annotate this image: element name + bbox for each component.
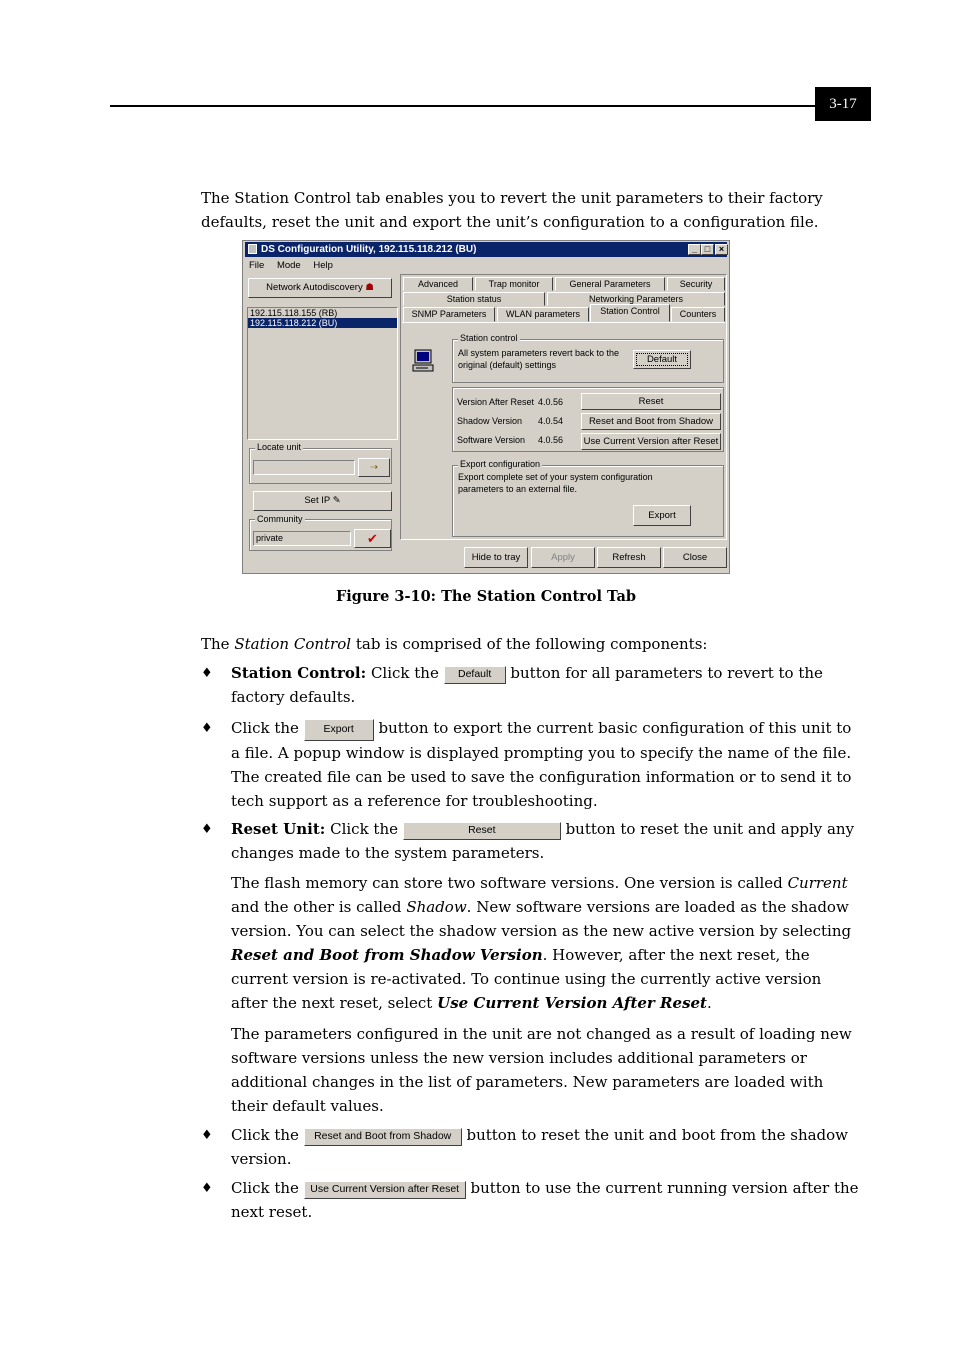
locate-button[interactable] — [358, 458, 390, 477]
bullet-icon: ♦ — [201, 822, 213, 837]
reset-button[interactable]: Reset — [581, 393, 721, 410]
bullet-icon: ♦ — [201, 721, 213, 736]
tab-trap-monitor[interactable]: Trap monitor — [475, 277, 553, 291]
tab-security[interactable]: Security — [667, 277, 725, 291]
tab-general-parameters[interactable]: General Parameters — [555, 277, 665, 291]
bullet-station-control: Station Control: Click the Default button for all parameters to revert to the factory defaults. — [231, 664, 823, 706]
bullet-reset-unit: Reset Unit: Click the Reset button to reset the unit and apply any changes made to the system parameters. — [231, 820, 855, 862]
bullet-icon: ♦ — [201, 1181, 213, 1196]
title-bar — [245, 242, 727, 257]
export-button[interactable]: Export — [633, 505, 691, 526]
bullet-reset-boot-shadow: Click the Reset and Boot from Shadow button to reset the unit and boot from the shadow version. — [231, 1126, 849, 1168]
list-item[interactable]: 192.115.118.212 (BU) — [248, 318, 397, 328]
apply-button[interactable]: Apply — [531, 547, 595, 568]
list-item[interactable]: 192.115.118.155 (RB) — [250, 308, 338, 318]
network-autodiscovery-label: Network Autodiscovery — [266, 282, 363, 293]
reset-boot-shadow-button-inline: Reset and Boot from Shadow — [304, 1128, 462, 1146]
app-icon — [248, 244, 257, 254]
tab-divider — [402, 322, 725, 323]
software-version-label: Software Version — [457, 435, 526, 445]
default-button-inline: Default — [444, 666, 506, 684]
figure-caption: Figure 3-10: The Station Control Tab — [336, 588, 636, 605]
reset-boot-shadow-button[interactable]: Reset and Boot from Shadow — [581, 413, 721, 430]
tools-icon: ✎ — [332, 495, 341, 506]
bullet-use-current-version: Click the Use Current Version after Reset button to use the current running version after the next reset. — [231, 1179, 859, 1221]
locate-unit-input[interactable] — [253, 460, 355, 475]
maximize-icon[interactable]: □ — [701, 244, 714, 255]
menu-help[interactable]: Help — [313, 260, 333, 271]
screenshot-window — [242, 240, 730, 574]
tab-station-status[interactable]: Station status — [403, 292, 545, 306]
window-title: DS Configuration Utility, 192.115.118.212 (BU) — [261, 244, 477, 255]
version-after-reset-value: 4.0.56 — [538, 397, 564, 407]
page-number: 3-17 — [815, 87, 871, 121]
set-ip-button[interactable] — [253, 491, 392, 511]
header-rule — [110, 105, 816, 107]
unit-list[interactable] — [247, 307, 398, 440]
menu-mode[interactable]: Mode — [276, 260, 301, 271]
export-button-inline: Export — [304, 719, 374, 741]
locate-icon: ⇢ — [370, 462, 378, 473]
computer-icon — [411, 348, 437, 374]
locate-unit-label: Locate unit — [257, 442, 302, 452]
hide-to-tray-button[interactable]: Hide to tray — [464, 547, 528, 568]
close-icon[interactable]: × — [715, 244, 728, 255]
shadow-version-value: 4.0.54 — [538, 416, 564, 426]
tab-wlan-parameters[interactable]: WLAN parameters — [497, 307, 589, 322]
set-ip-label: Set IP — [304, 495, 331, 506]
network-autodiscovery-button[interactable] — [248, 278, 392, 298]
reset-button-inline: Reset — [403, 822, 561, 840]
refresh-button[interactable]: Refresh — [597, 547, 661, 568]
menu-bar — [249, 260, 343, 272]
use-current-version-button[interactable]: Use Current Version after Reset — [581, 433, 721, 450]
shadow-version-label: Shadow Version — [457, 416, 523, 426]
export-group-label: Export configuration — [460, 459, 541, 469]
menu-file[interactable]: File — [249, 260, 265, 271]
network-icon: ☗ — [365, 282, 374, 293]
close-button[interactable]: Close — [663, 547, 727, 568]
tab-station-control[interactable]: Station Control — [590, 304, 670, 322]
community-input[interactable]: private — [253, 531, 351, 546]
version-after-reset-label: Version After Reset — [457, 397, 535, 407]
community-label: Community — [257, 514, 303, 524]
bullet-icon: ♦ — [201, 666, 213, 681]
tab-snmp-parameters[interactable]: SNMP Parameters — [403, 307, 495, 322]
station-control-group-label: Station control — [460, 333, 518, 343]
components-intro: The Station Control tab is comprised of the following components: — [201, 635, 708, 653]
flash-memory-paragraph: The flash memory can store two software versions. One version is called Current and the other is called Shadow. New software versions are loaded as the shadow version. You can select the shadow version as the new active version by selecting Reset and Boot from Shadow Version. However, after the next reset, the current version is re-activated. To continue using the currently active version after the next reset, select Use Current Version After Reset. — [231, 874, 852, 1012]
tab-advanced[interactable]: Advanced — [403, 277, 473, 291]
minimize-icon[interactable]: _ — [688, 244, 701, 255]
intro-paragraph: The Station Control tab enables you to revert the unit parameters to their factory defaults, reset the unit and export the unit’s configuration to a configuration file. — [201, 189, 823, 231]
export-text: Export complete set of your system configuration parameters to an external file. — [458, 472, 653, 494]
parameters-paragraph: The parameters configured in the unit are not changed as a result of loading new software versions unless the new version includes additional parameters or additional changes in the list of parameters. New parameters are loaded with their default values. — [231, 1025, 852, 1115]
station-control-text: All system parameters revert back to the original (default) settings — [458, 348, 620, 370]
bullet-icon: ♦ — [201, 1128, 213, 1143]
checkmark-icon[interactable]: ✔ — [354, 529, 391, 548]
default-button[interactable]: Default — [633, 350, 691, 369]
bullet-export: Click the Export button to export the current basic configuration of this unit to a file. A popup window is displayed prompting you to specify the name of the file. The created file can be used to save the configuration information or to send it to tech support as a reference for troubleshooting. — [231, 719, 852, 810]
tab-counters[interactable]: Counters — [671, 307, 725, 322]
software-version-value: 4.0.56 — [538, 435, 564, 445]
use-current-version-button-inline: Use Current Version after Reset — [304, 1181, 466, 1199]
tab-networking-parameters[interactable]: Networking Parameters — [547, 292, 725, 306]
